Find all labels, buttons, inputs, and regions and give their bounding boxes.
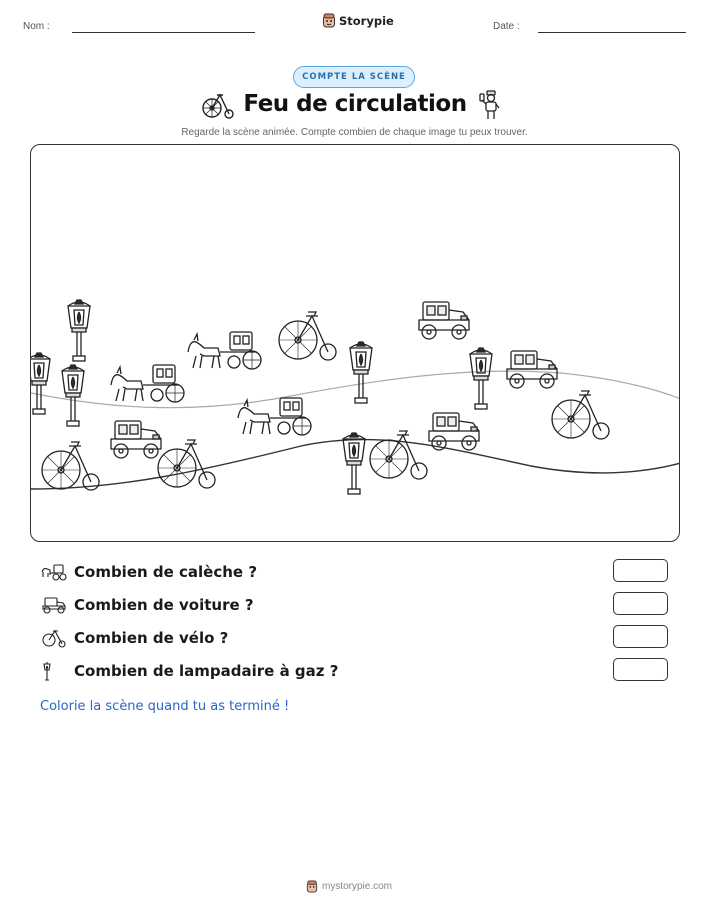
answer-box-car[interactable] — [613, 592, 668, 615]
name-field[interactable] — [72, 32, 255, 33]
scene-lamp-5 — [343, 433, 365, 494]
scene-car-10 — [507, 351, 557, 388]
scene-car-9 — [419, 302, 469, 339]
answer-box-carriage[interactable] — [613, 559, 668, 582]
answer-box-bike[interactable] — [613, 625, 668, 648]
scene-lamp-2 — [62, 365, 84, 426]
scene-lamp-0 — [68, 300, 90, 361]
scene-carriage-7 — [111, 365, 184, 402]
scene-car-12 — [429, 413, 479, 450]
scene-carriage-8 — [238, 398, 311, 435]
storypie-mascot-icon — [306, 880, 318, 893]
question-row-car — [40, 592, 680, 620]
scene-lamp-1 — [31, 353, 50, 414]
closing-instruction: Colorie la scène quand tu as terminé ! — [40, 699, 290, 714]
scene-bike-15 — [42, 442, 99, 490]
footer-url[interactable]: mystorypie.com — [322, 881, 393, 892]
storypie-mascot-icon — [322, 13, 336, 28]
bicycle-icon — [40, 628, 68, 648]
date-label: Date : — [493, 21, 520, 32]
scene-bike-17 — [370, 431, 427, 479]
brand-logo — [322, 13, 394, 28]
activity-badge: COMPTE LA SCÈNE — [293, 66, 415, 88]
answer-box-lamp[interactable] — [613, 658, 668, 681]
carriage-icon — [40, 562, 68, 582]
counting-scene — [30, 144, 680, 542]
footer — [306, 880, 392, 893]
date-field[interactable] — [538, 32, 686, 33]
question-text: Combien de calèche ? — [74, 563, 258, 581]
question-row-carriage — [40, 559, 680, 587]
scene-bike-14 — [552, 391, 609, 439]
question-row-lamp — [40, 658, 680, 686]
page-title: Feu de circulation — [243, 91, 467, 117]
scene-carriage-6 — [188, 332, 261, 369]
question-text: Combien de vélo ? — [74, 629, 229, 647]
scene-car-11 — [111, 421, 161, 458]
car-icon — [40, 595, 68, 615]
scene-lamp-3 — [350, 342, 372, 403]
brand-name: Storypie — [339, 13, 394, 28]
instructions: Regarde la scène animée. Compte combien de chaque image tu peux trouver. — [181, 127, 528, 138]
name-label: Nom : — [23, 21, 50, 32]
scene-lamp-4 — [470, 348, 492, 409]
question-text: Combien de lampadaire à gaz ? — [74, 662, 339, 680]
scene-illustration — [31, 145, 680, 542]
gas-lamp-icon — [40, 661, 68, 681]
question-row-bike — [40, 625, 680, 653]
scene-bike-16 — [158, 440, 215, 488]
police-officer-icon — [478, 90, 504, 120]
scene-bike-13 — [279, 312, 336, 360]
question-text: Combien de voiture ? — [74, 596, 254, 614]
